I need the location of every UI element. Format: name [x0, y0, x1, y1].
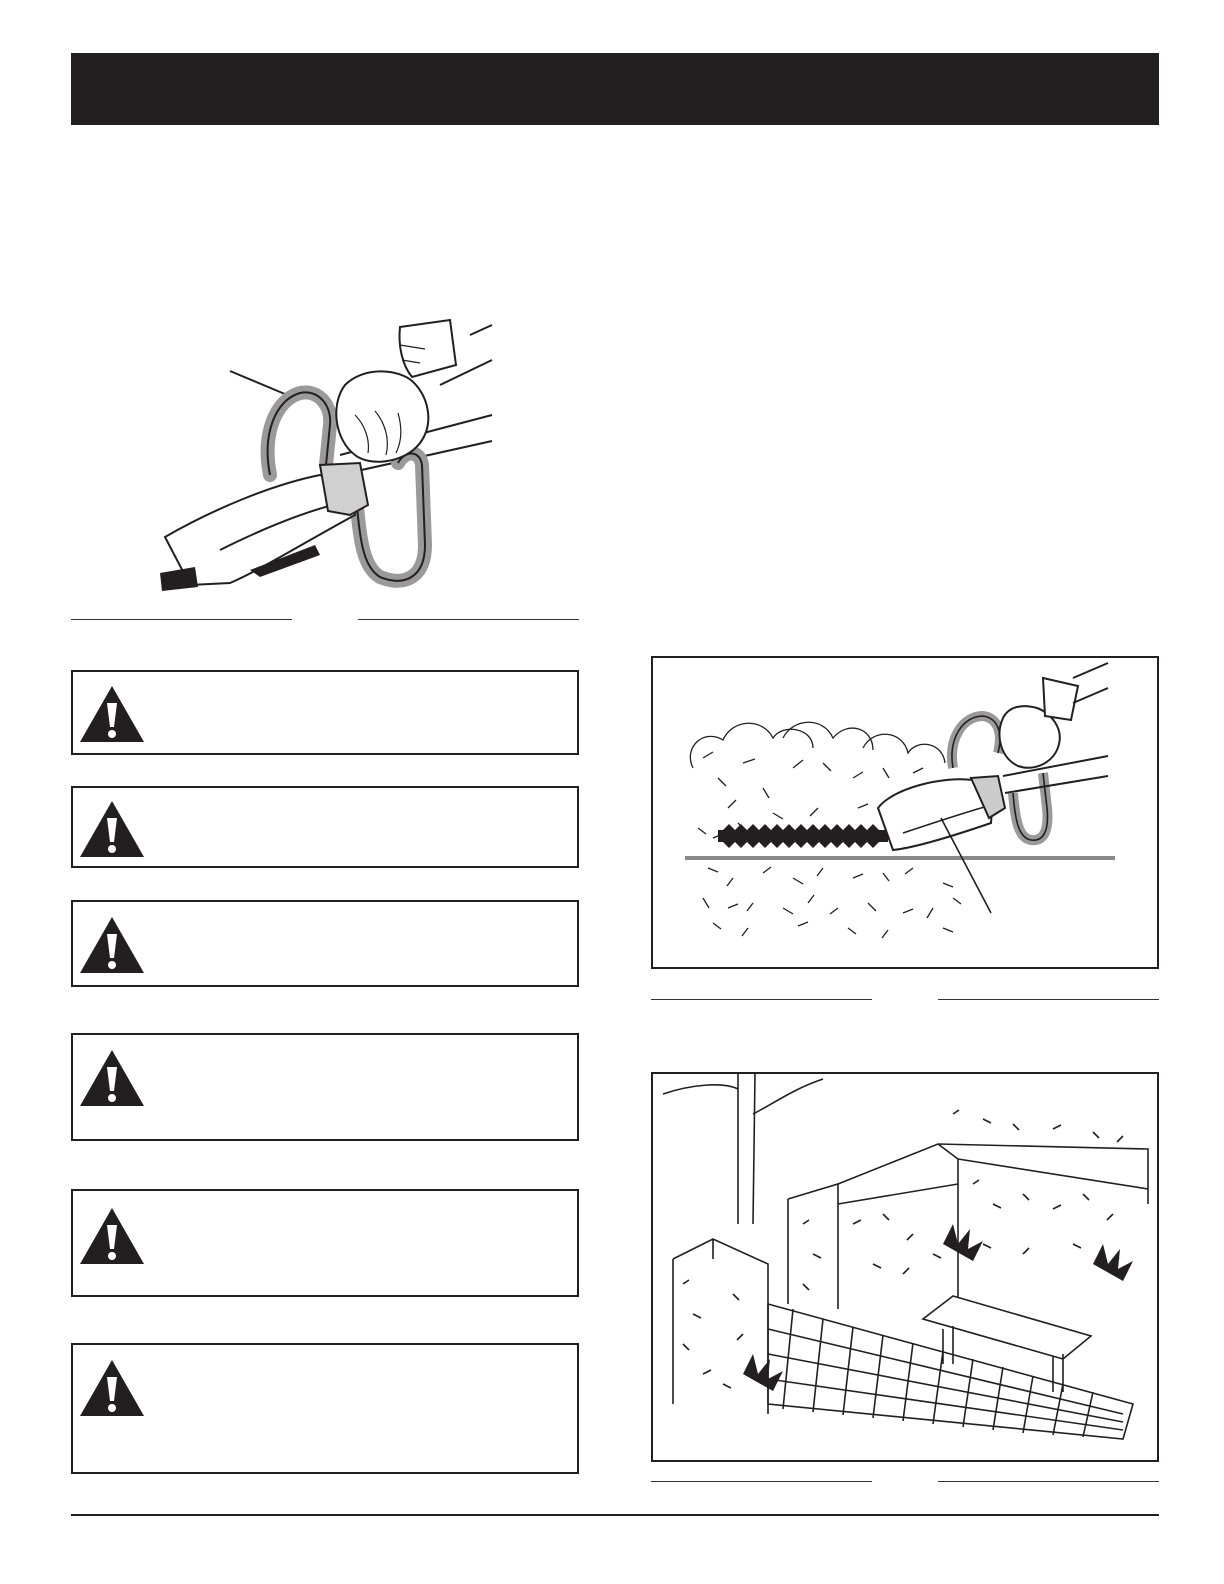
- figure-caption-rule-left: [651, 999, 872, 1000]
- warning-triangle-icon: [78, 798, 146, 860]
- figure-caption-rule-left: [71, 619, 292, 620]
- warning-triangle-icon: [78, 1205, 146, 1267]
- footer-rule: [71, 1514, 1159, 1516]
- warning-triangle-icon: [78, 1357, 146, 1419]
- figure-handle-grip: [150, 315, 510, 600]
- warning-triangle-icon: [78, 914, 146, 976]
- figure-caption-rule-right: [358, 619, 579, 620]
- warning-triangle-icon: [78, 683, 146, 745]
- hedge-trimming-illustration: [653, 658, 1157, 967]
- figure-hedge-trimming: [651, 656, 1159, 969]
- figure-garden-hedges: [651, 1072, 1159, 1462]
- handle-grip-illustration: [150, 315, 510, 600]
- warning-box: [71, 1033, 579, 1141]
- header-bar: [71, 53, 1159, 125]
- garden-hedges-illustration: [653, 1074, 1157, 1460]
- warning-box: [71, 786, 579, 868]
- warning-triangle-icon: [78, 1047, 146, 1109]
- figure-caption-rule-right: [938, 999, 1159, 1000]
- warning-box: [71, 900, 579, 987]
- warning-box: [71, 1189, 579, 1297]
- figure-caption-rule-left: [651, 1481, 872, 1482]
- warning-box: [71, 670, 579, 755]
- figure-caption-rule-right: [938, 1481, 1159, 1482]
- warning-box: [71, 1343, 579, 1474]
